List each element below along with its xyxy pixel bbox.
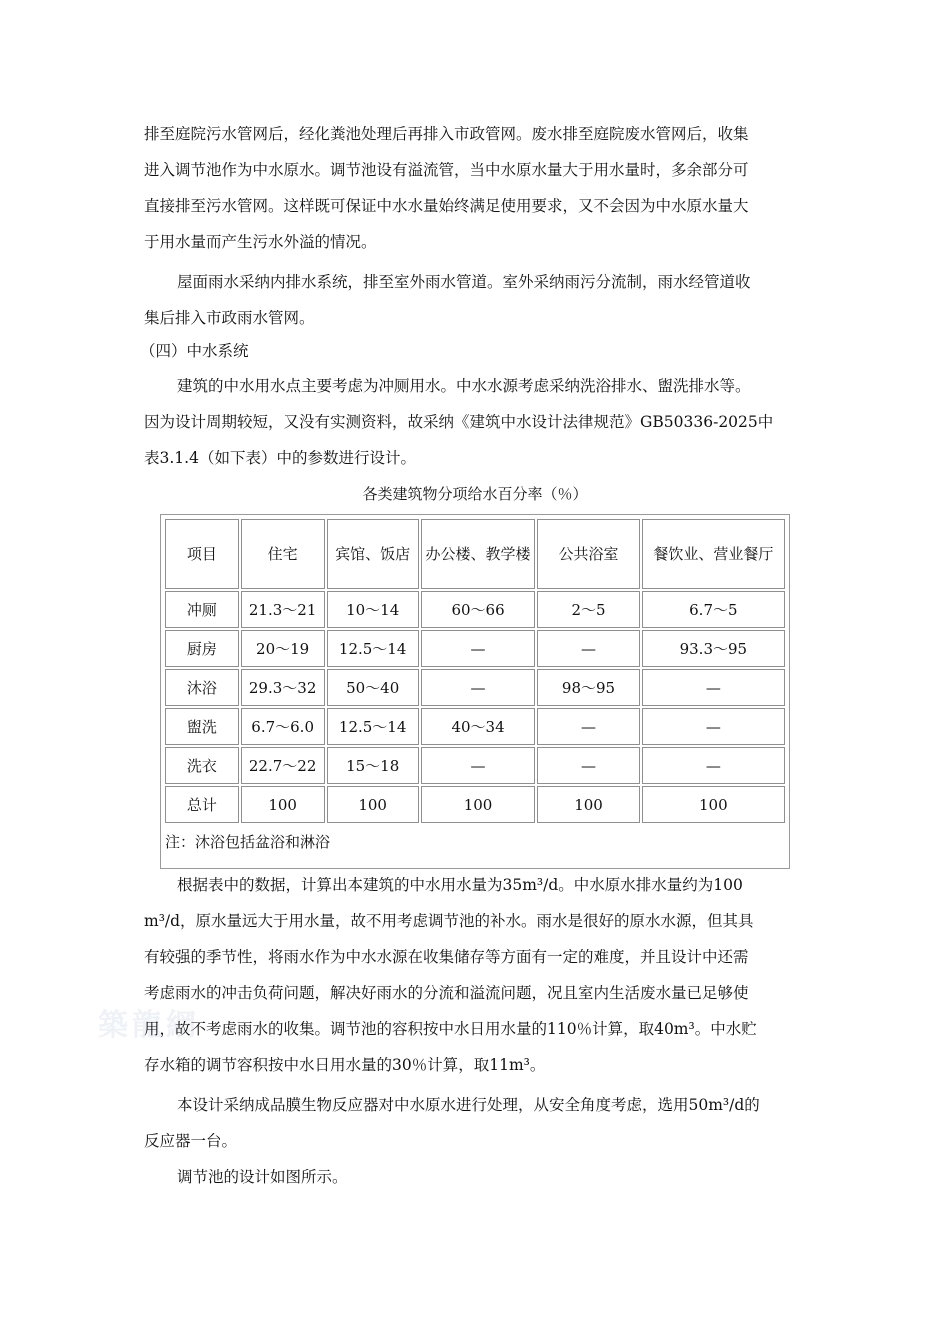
table-cell: 40～34 xyxy=(421,708,536,745)
paragraph-line: 排至庭院污水管网后，经化粪池处理后再排入市政管网。废水排至庭院废水管网后，收集 xyxy=(144,125,749,143)
table-cell: 29.3～32 xyxy=(241,669,325,706)
table-cell: — xyxy=(537,630,639,667)
table-cell: 15～18 xyxy=(327,747,419,784)
table-cell: 100 xyxy=(537,786,639,823)
table-cell: 总计 xyxy=(165,786,239,823)
paragraph-line: 进入调节池作为中水原水。调节池设有溢流管，当中水原水量大于用水量时，多余部分可 xyxy=(144,161,749,179)
table-row xyxy=(165,747,785,784)
table-note: 注：沐浴包括盆浴和淋浴 xyxy=(165,832,331,851)
table-cell: 60～66 xyxy=(421,591,536,628)
table-row xyxy=(165,630,785,667)
watermark: 築龍網 xyxy=(98,1008,200,1043)
table-cell: 50～40 xyxy=(327,669,419,706)
table-cell: 100 xyxy=(421,786,536,823)
paragraph-line: 有较强的季节性，将雨水作为中水水源在收集储存等方面有一定的难度，并且设计中还需 xyxy=(144,948,749,966)
table-grid xyxy=(163,517,787,859)
table-cell: 6.7～6.0 xyxy=(241,708,325,745)
paragraph-line: m³/d，原水量远大于用水量，故不用考虑调节池的补水。雨水是很好的原水水源，但其具 xyxy=(144,912,754,930)
table-cell: — xyxy=(421,669,536,706)
table-cell: 盥洗 xyxy=(165,708,239,745)
table-cell: 厨房 xyxy=(165,630,239,667)
table-cell: 沐浴 xyxy=(165,669,239,706)
table-note-row xyxy=(165,825,785,857)
header-cell: 餐饮业、营业餐厅 xyxy=(642,519,785,589)
paragraph-line: 调节池的设计如图所示。 xyxy=(177,1168,348,1186)
table-cell: — xyxy=(421,630,536,667)
table-cell: — xyxy=(537,708,639,745)
table-header-row xyxy=(165,519,785,589)
table-cell: 2～5 xyxy=(537,591,639,628)
table-cell: 100 xyxy=(642,786,785,823)
table-cell: — xyxy=(642,747,785,784)
paragraph-line: 反应器一台。 xyxy=(144,1132,238,1150)
table-cell: 6.7～5 xyxy=(642,591,785,628)
header-cell: 住宅 xyxy=(241,519,325,589)
table-cell: 12.5～14 xyxy=(327,708,419,745)
table-cell: 冲厕 xyxy=(165,591,239,628)
table-cell: 12.5～14 xyxy=(327,630,419,667)
paragraph-line: 本设计采纳成品膜生物反应器对中水原水进行处理，从安全角度考虑，选用50m³/d的 xyxy=(177,1096,760,1114)
table-row xyxy=(165,786,785,823)
section-heading: （四）中水系统 xyxy=(140,342,249,360)
table-cell: — xyxy=(421,747,536,784)
header-cell: 公共浴室 xyxy=(537,519,639,589)
table-cell: 20～19 xyxy=(241,630,325,667)
table-row xyxy=(165,591,785,628)
table-cell: — xyxy=(537,747,639,784)
table-cell: 洗衣 xyxy=(165,747,239,784)
table-cell: 98～95 xyxy=(537,669,639,706)
paragraph-line: 于用水量而产生污水外溢的情况。 xyxy=(144,233,377,251)
table-cell: 10～14 xyxy=(327,591,419,628)
table-cell: — xyxy=(642,669,785,706)
header-cell: 项目 xyxy=(165,519,239,589)
table-row xyxy=(165,708,785,745)
header-cell: 办公楼、教学楼 xyxy=(421,519,536,589)
table-row xyxy=(165,669,785,706)
paragraph-line: 因为设计周期较短，又没有实测资料，故采纳《建筑中水设计法律规范》GB50336-2025中 xyxy=(144,413,774,431)
header-cell: 宾馆、饭店 xyxy=(327,519,419,589)
table-cell: — xyxy=(642,708,785,745)
paragraph-line: 集后排入市政雨水管网。 xyxy=(144,309,315,327)
table-cell: 100 xyxy=(327,786,419,823)
paragraph-line: 用，故不考虑雨水的收集。调节池的容积按中水日用水量的110％计算，取40m³。中水贮 xyxy=(144,1020,757,1038)
paragraph-line: 直接排至污水管网。这样既可保证中水水量始终满足使用要求，又不会因为中水原水量大 xyxy=(144,197,749,215)
water-percentage-table xyxy=(160,514,790,869)
paragraph-line: 根据表中的数据，计算出本建筑的中水用水量为35m³/d。中水原水排水量约为100 xyxy=(177,876,743,894)
paragraph-line: 存水箱的调节容积按中水日用水量的30％计算，取11m³。 xyxy=(144,1056,546,1074)
paragraph-line: 表3.1.4（如下表）中的参数进行设计。 xyxy=(144,449,416,467)
table-cell: 22.7～22 xyxy=(241,747,325,784)
paragraph-line: 屋面雨水采纳内排水系统，排至室外雨水管道。室外采纳雨污分流制，雨水经管道收 xyxy=(177,273,751,291)
paragraph-line: 考虑雨水的冲击负荷问题，解决好雨水的分流和溢流问题，况且室内生活废水量已足够使 xyxy=(144,984,749,1002)
table-cell: 100 xyxy=(241,786,325,823)
table-cell: 93.3～95 xyxy=(642,630,785,667)
table-caption: 各类建筑物分项给水百分率（％） xyxy=(362,485,588,503)
table-cell: 21.3～21 xyxy=(241,591,325,628)
paragraph-line: 建筑的中水用水点主要考虑为冲厕用水。中水水源考虑采纳洗浴排水、盥洗排水等。 xyxy=(177,377,751,395)
